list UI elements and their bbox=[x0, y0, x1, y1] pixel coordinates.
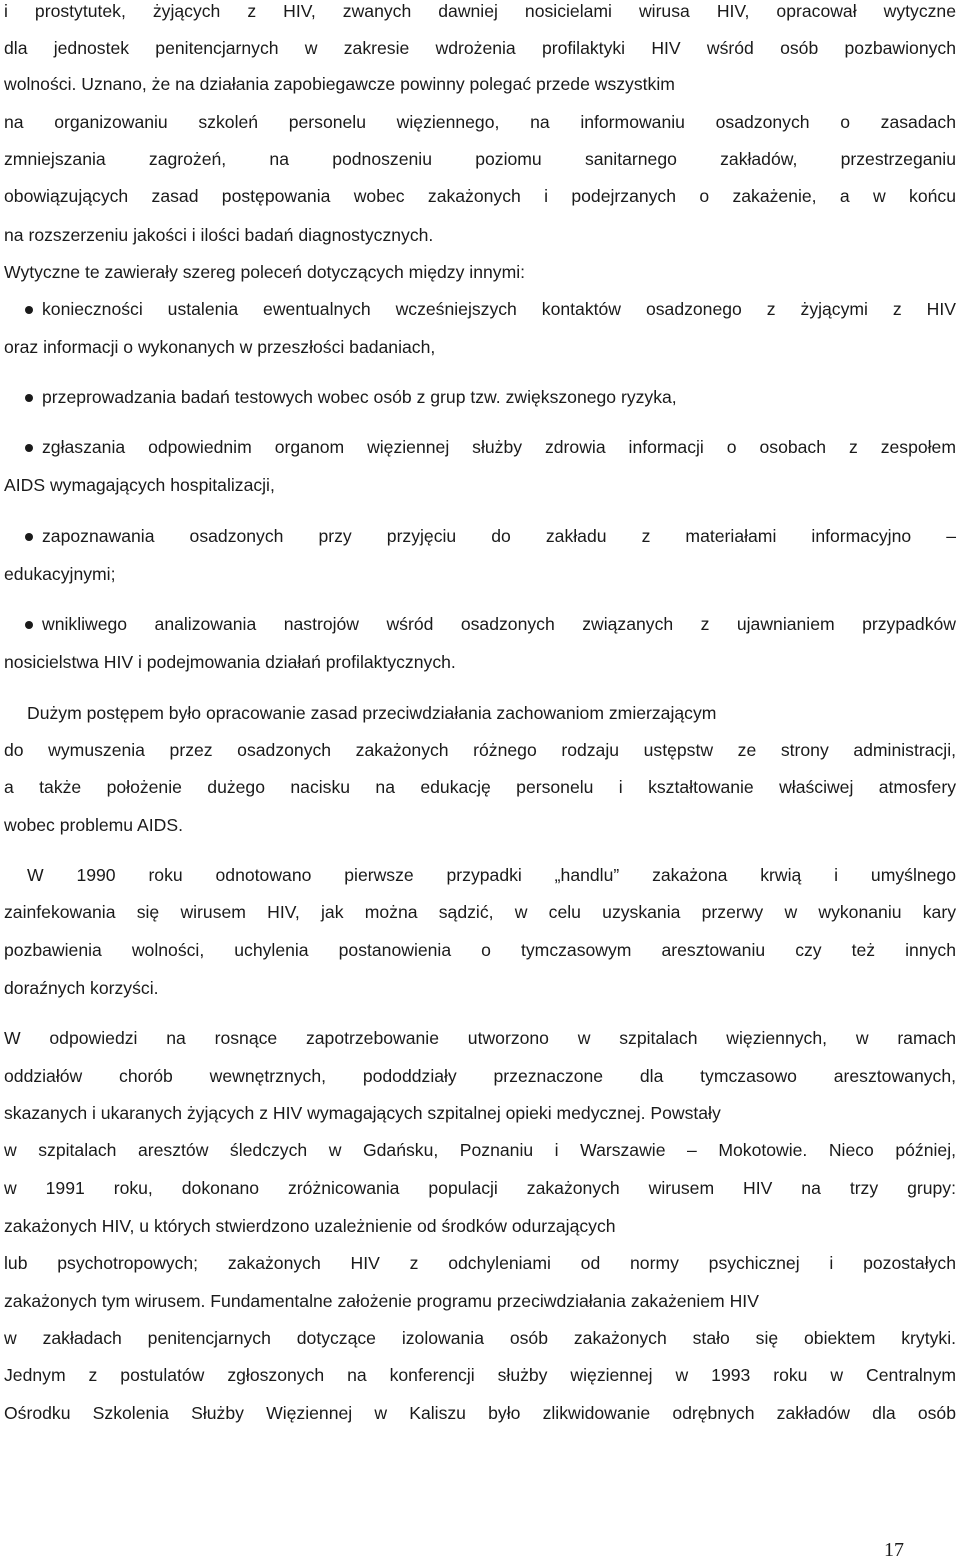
text-line: na rozszerzeniu jakości i ilości badań diagnostycznych. bbox=[4, 225, 434, 245]
bullet-icon bbox=[25, 533, 33, 541]
text-line: wnikliwego analizowania nastrojów wśród osadzonych związanych z ujawnianiem przypadków bbox=[42, 614, 956, 634]
text-line: do wymuszenia przez osadzonych zakażonych różnego rodzaju ustępstw ze strony administracji, bbox=[4, 740, 956, 760]
text-line: edukacyjnymi; bbox=[4, 564, 116, 584]
text-line: nosicielstwa HIV i podejmowania działań profilaktycznych. bbox=[4, 652, 456, 672]
text-line: Jednym z postulatów zgłoszonych na konferencji służby więziennej w 1993 roku w Centralnym bbox=[4, 1365, 956, 1385]
text-line: w 1991 roku, dokonano zróżnicowania populacji zakażonych wirusem HIV na trzy grupy: bbox=[4, 1178, 956, 1198]
text-line: konieczności ustalenia ewentualnych wcześniejszych kontaktów osadzonego z żyjącymi z HIV bbox=[42, 299, 956, 319]
text-line: na organizowaniu szkoleń personelu więziennego, na informowaniu osadzonych o zasadach bbox=[4, 112, 956, 132]
text-line: AIDS wymagających hospitalizacji, bbox=[4, 475, 275, 495]
text-line: przeprowadzania badań testowych wobec osób z grup tzw. zwiększonego ryzyka, bbox=[42, 387, 677, 407]
text-line: w szpitalach aresztów śledczych w Gdańsku, Poznaniu i Warszawie – Mokotowie. Nieco później, bbox=[4, 1140, 956, 1160]
text-line: zmniejszania zagrożeń, na podnoszeniu poziomu sanitarnego zakładów, przestrzeganiu bbox=[4, 149, 956, 169]
bullet-icon bbox=[25, 444, 33, 452]
text-line: wobec problemu AIDS. bbox=[4, 815, 183, 835]
text-line: pozbawienia wolności, uchylenia postanowienia o tymczasowym aresztowaniu czy też innych bbox=[4, 940, 956, 960]
text-line: wolności. Uznano, że na działania zapobiegawcze powinny polegać przede wszystkim bbox=[4, 74, 675, 94]
text-line: W odpowiedzi na rosnące zapotrzebowanie utworzono w szpitalach więziennych, w ramach bbox=[4, 1028, 956, 1048]
text-line: zapoznawania osadzonych przy przyjęciu do zakładu z materiałami informacyjno – bbox=[42, 526, 956, 546]
text-line: a także położenie dużego nacisku na edukację personelu i kształtowanie właściwej atmosfery bbox=[4, 777, 956, 797]
text-line: skazanych i ukaranych żyjących z HIV wymagających szpitalnej opieki medycznej. Powstały bbox=[4, 1103, 721, 1123]
text-line: W 1990 roku odnotowano pierwsze przypadki „handlu” zakażona krwią i umyślnego bbox=[27, 865, 956, 885]
text-line: w zakładach penitencjarnych dotyczące izolowania osób zakażonych stało się obiektem krytyki. bbox=[4, 1328, 956, 1348]
text-line: i prostytutek, żyjących z HIV, zwanych dawniej nosicielami wirusa HIV, opracował wytyczne bbox=[4, 1, 956, 21]
text-line: obowiązujących zasad postępowania wobec zakażonych i podejrzanych o zakażenie, a w końcu bbox=[4, 186, 956, 206]
text-line: Wytyczne te zawierały szereg poleceń dotyczących między innymi: bbox=[4, 262, 526, 282]
text-line: zakażonych tym wirusem. Fundamentalne założenie programu przeciwdziałania zakażeniem HIV bbox=[4, 1291, 759, 1311]
text-line: Dużym postępem było opracowanie zasad przeciwdziałania zachowaniom zmierzającym bbox=[27, 703, 717, 723]
text-line: oddziałów chorób wewnętrznych, pododdziały przeznaczone dla tymczasowo aresztowanych, bbox=[4, 1066, 956, 1086]
text-line: Ośrodku Szkolenia Służby Więziennej w Kaliszu było zlikwidowanie odrębnych zakładów dla osób bbox=[4, 1403, 956, 1423]
bullet-icon bbox=[25, 621, 33, 629]
bullet-icon bbox=[25, 394, 33, 402]
text-line: dla jednostek penitencjarnych w zakresie wdrożenia profilaktyki HIV wśród osób pozbawionych bbox=[4, 38, 956, 58]
text-line: lub psychotropowych; zakażonych HIV z odchyleniami od normy psychicznej i pozostałych bbox=[4, 1253, 956, 1273]
text-line: zakażonych HIV, u których stwierdzono uzależnienie od środków odurzających bbox=[4, 1216, 616, 1236]
text-line: zgłaszania odpowiednim organom więziennej służby zdrowia informacji o osobach z zespołem bbox=[42, 437, 956, 457]
bullet-icon bbox=[25, 306, 33, 314]
text-line: doraźnych korzyści. bbox=[4, 978, 159, 998]
text-line: oraz informacji o wykonanych w przeszłości badaniach, bbox=[4, 337, 436, 357]
text-line: zainfekowania się wirusem HIV, jak można sądzić, w celu uzyskania przerwy w wykonaniu kary bbox=[4, 902, 956, 922]
page-number: 17 bbox=[884, 1539, 904, 1561]
